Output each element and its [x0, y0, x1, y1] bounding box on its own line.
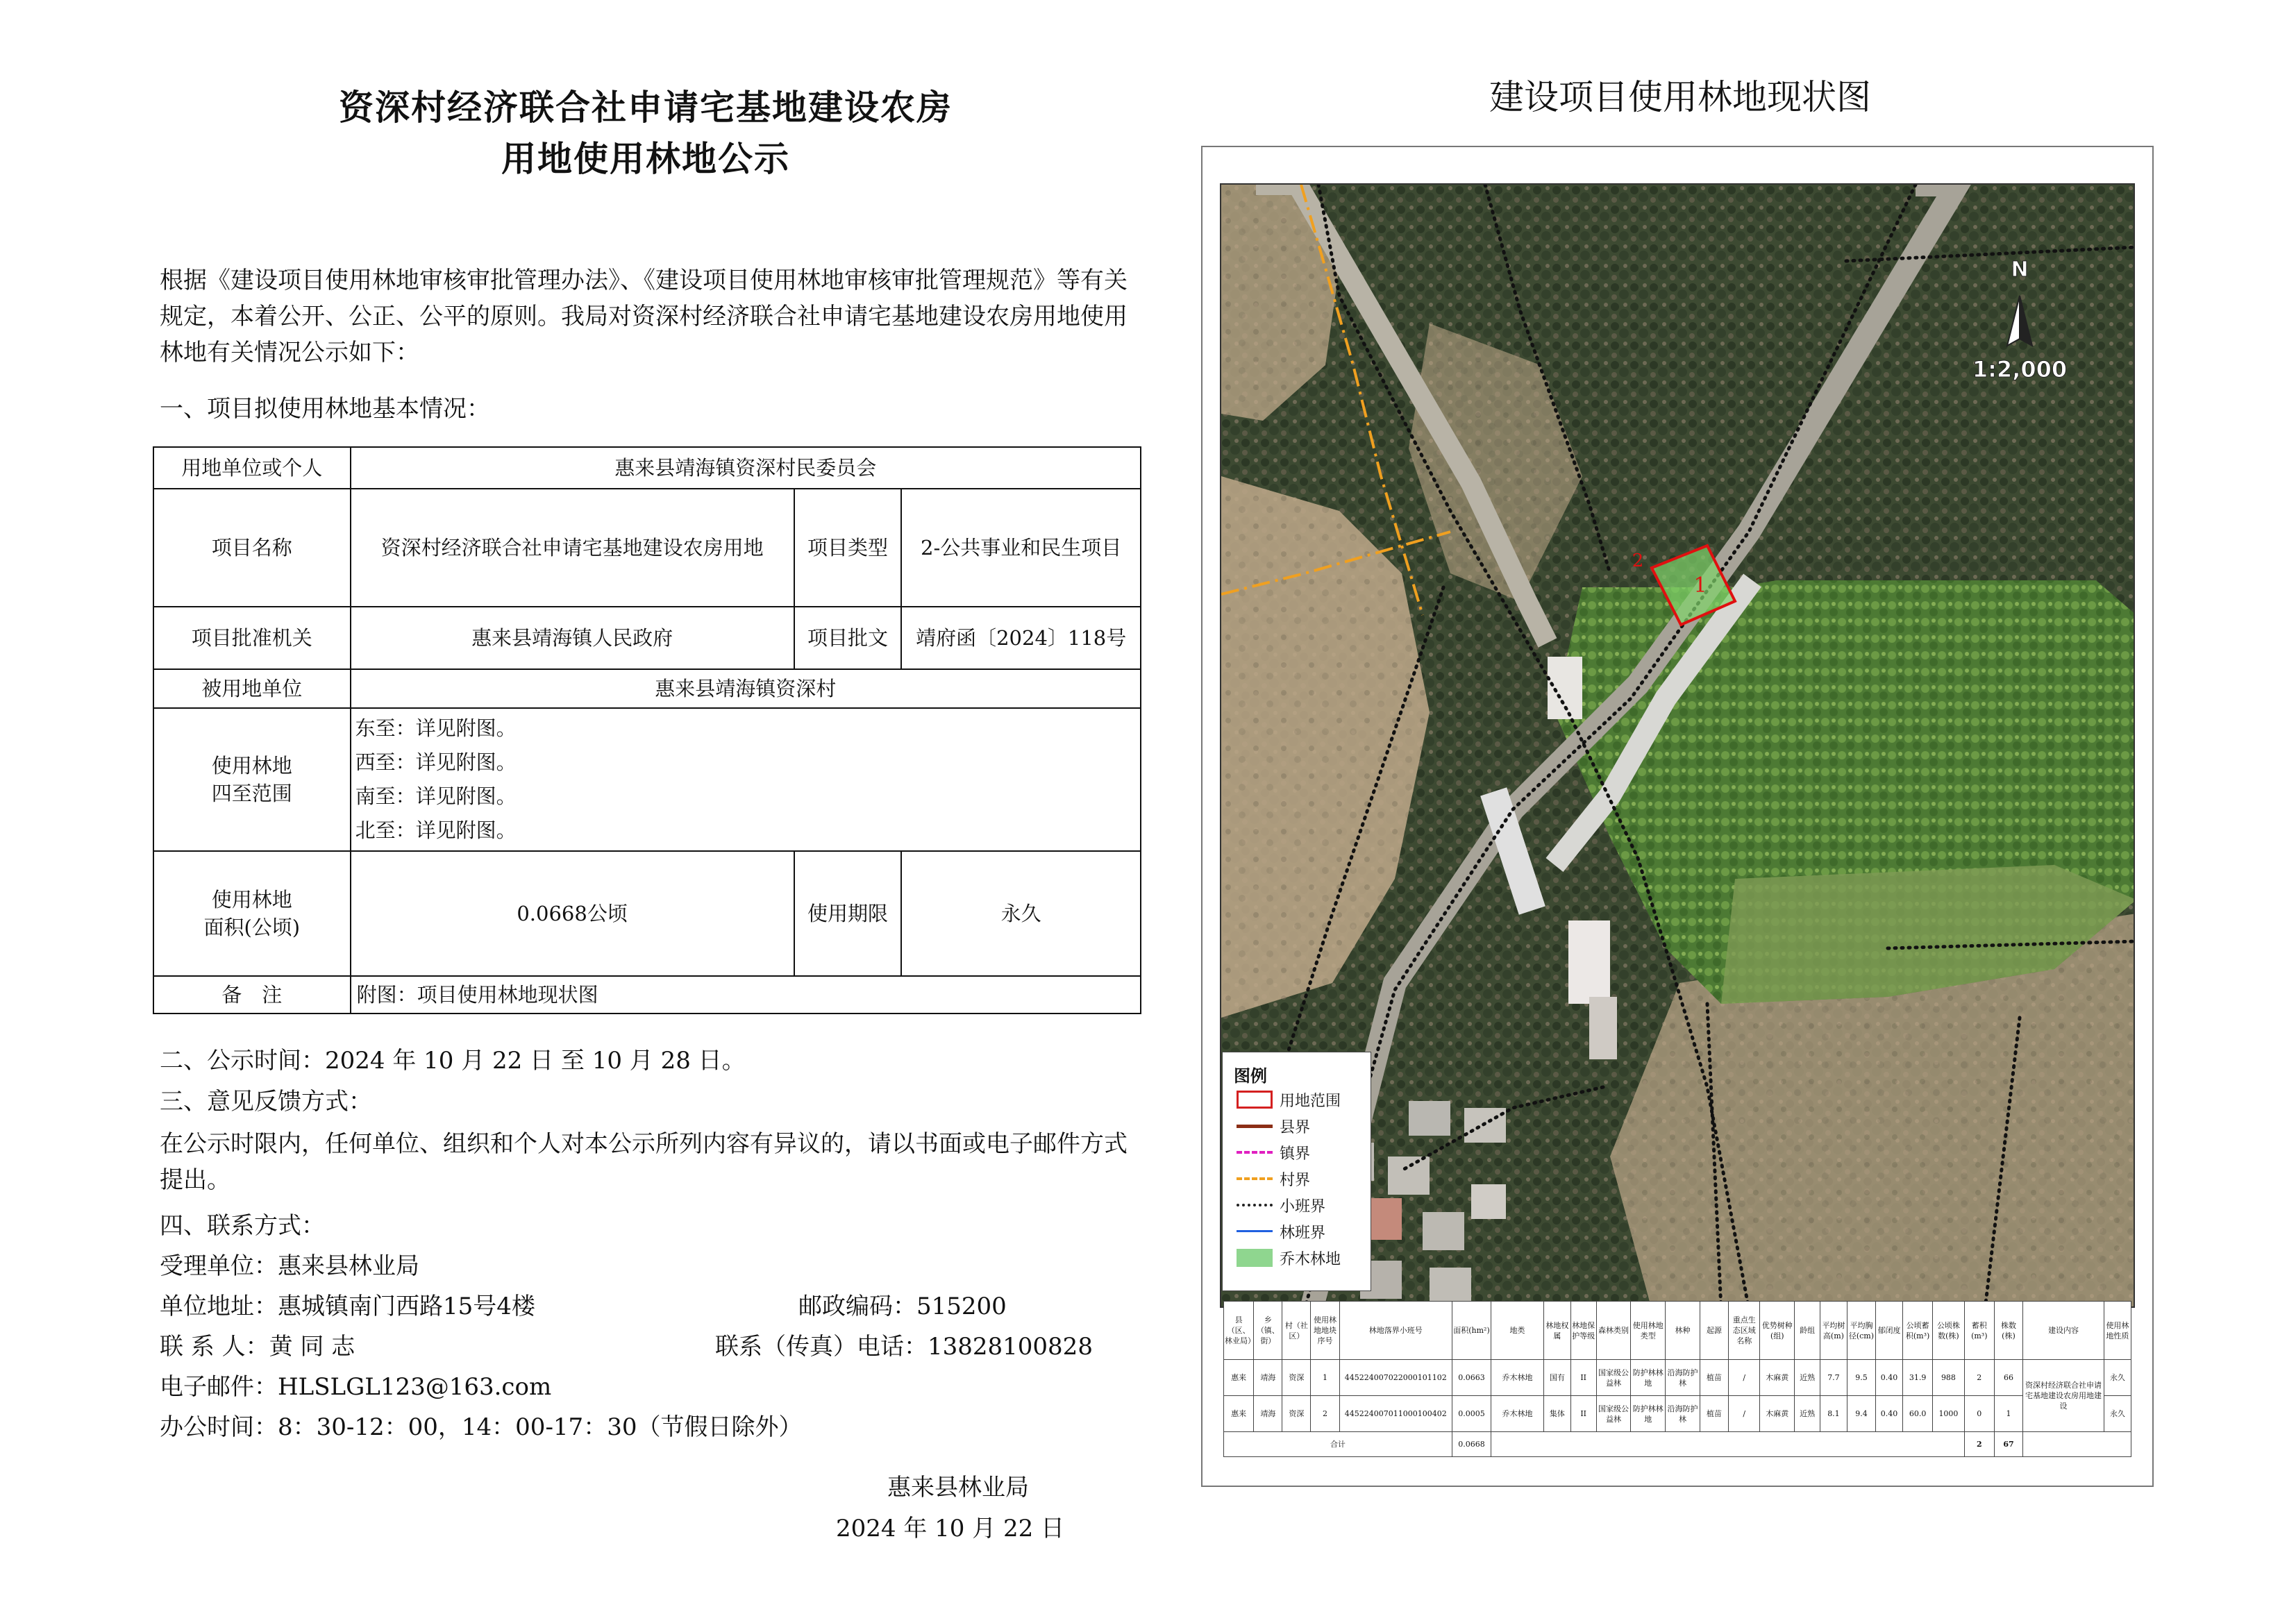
total-area: 0.0668: [1452, 1432, 1491, 1457]
table-cell: 60.0: [1902, 1396, 1932, 1432]
table-header-cell: 使用林地性质: [2104, 1302, 2131, 1360]
receiver-unit: 受理单位：惠来县林业局: [160, 1252, 419, 1280]
table-cell: 国有: [1543, 1360, 1570, 1396]
project-name-label: 项目名称: [153, 489, 351, 607]
sign-date: 2024 年 10 月 22 日: [836, 1515, 1065, 1542]
table-cell: 1000: [1933, 1396, 1964, 1432]
area-label-1: 使用林地: [211, 888, 292, 911]
map-legend: [1222, 1052, 1371, 1291]
table-cell: 66: [1994, 1360, 2022, 1396]
table-cell: 1: [1994, 1396, 2022, 1432]
bounds-label-1: 使用林地: [211, 754, 292, 777]
subcompartment-boundary-swatch: [1237, 1196, 1273, 1214]
legend-item-arbor-forest: 乔木林地: [1237, 1247, 1341, 1269]
parcel-2-label: 2: [1632, 550, 1644, 571]
table-cell: 资深: [1282, 1360, 1311, 1396]
project-type-label: 项目类型: [794, 489, 902, 607]
table-cell: 7.7: [1820, 1360, 1847, 1396]
table-header-cell: 蓄积(m³): [1964, 1302, 1994, 1360]
table-total-row: [1224, 1432, 2131, 1457]
table-cell: 木麻黄: [1760, 1396, 1795, 1432]
postcode: 邮政编码：515200: [798, 1293, 1007, 1320]
table-cell: 乔木林地: [1491, 1360, 1544, 1396]
project-info-table: [153, 446, 1141, 1014]
table-cell: 近熟: [1795, 1396, 1820, 1432]
table-row: [1224, 1360, 2131, 1396]
table-cell: 0.40: [1876, 1396, 1903, 1432]
legend-item-town-boundary: 镇界: [1237, 1141, 1310, 1163]
table-header-cell: 龄组: [1795, 1302, 1820, 1360]
approval-doc-value: 靖府函〔2024〕118号: [901, 607, 1141, 669]
project-type-value: 2-公共事业和民生项目: [901, 489, 1141, 607]
table-cell: 1: [1311, 1360, 1339, 1396]
table-header-cell: 株数(株): [1994, 1302, 2022, 1360]
arbor-forest-swatch: [1237, 1249, 1273, 1267]
table-cell: 31.9: [1902, 1360, 1932, 1396]
legend-item-land-scope: 用地范围: [1237, 1088, 1341, 1111]
legend-item-compartment-boundary: 林班界: [1237, 1220, 1325, 1243]
table-cell: 0.40: [1876, 1360, 1903, 1396]
bound-south: 南至：详见附图。: [355, 784, 517, 808]
table-cell: 0.0005: [1452, 1396, 1491, 1432]
contact-email: 电子邮件：HLSLGL123@163.com: [160, 1373, 552, 1401]
table-cell: 0.0663: [1452, 1360, 1491, 1396]
bounds-value: [351, 708, 1141, 851]
north-label: N: [2011, 258, 2029, 282]
table-cell: 445224007011000100402: [1339, 1396, 1452, 1432]
total-volume: 2: [1964, 1432, 1994, 1457]
period-label: 使用期限: [794, 851, 902, 976]
table-cell: 国家级公益林: [1596, 1396, 1631, 1432]
section4-heading: 四、联系方式：: [160, 1212, 325, 1240]
user-label: 用地单位或个人: [153, 447, 351, 489]
table-cell: 2: [1311, 1396, 1339, 1432]
feedback-text: 在公示时限内，任何单位、组织和个人对本公示所列内容有异议的，请以书面或电子邮件方式提出。: [160, 1130, 1128, 1194]
table-cell: 植苗: [1700, 1396, 1728, 1432]
table-cell: /: [1728, 1360, 1759, 1396]
table-cell: 靖海: [1254, 1360, 1282, 1396]
section1-heading: 一、项目拟使用林地基本情况：: [160, 395, 490, 423]
table-header-cell: 建设内容: [2023, 1302, 2104, 1360]
table-cell: 防护林林地: [1631, 1360, 1666, 1396]
table-cell: 惠来: [1224, 1396, 1254, 1432]
unit-address: 单位地址：惠城镇南门西路15号4楼: [160, 1293, 535, 1320]
legend-item-county-boundary: 县界: [1237, 1115, 1310, 1137]
table-cell: 9.4: [1847, 1396, 1875, 1432]
table-cell: 近熟: [1795, 1360, 1820, 1396]
table-cell: 资深: [1282, 1396, 1311, 1432]
table-header-cell: 县（区、林业局）: [1224, 1302, 1254, 1360]
area-label-2: 面积(公顷): [203, 916, 301, 939]
table-cell: 沿海防护林: [1666, 1360, 1700, 1396]
table-header-cell: 林种: [1666, 1302, 1700, 1360]
table-row: [1224, 1396, 2131, 1432]
sign-org: 惠来县林业局: [887, 1474, 1029, 1502]
section3-heading: 三、意见反馈方式：: [160, 1088, 372, 1116]
office-hours: 办公时间：8：30-12：00，14：00-17：30（节假日除外）: [160, 1413, 803, 1441]
table-cell: 国家级公益林: [1596, 1360, 1631, 1396]
bound-north: 北至：详见附图。: [355, 818, 517, 842]
land-unit-value: 惠来县靖海镇资深村: [351, 669, 1141, 708]
table-header-cell: 平均胸径(cm): [1847, 1302, 1875, 1360]
remark-label: 备 注: [153, 976, 351, 1014]
table-header-cell: 优势树种(组): [1760, 1302, 1795, 1360]
land-scope-swatch: [1237, 1091, 1273, 1109]
table-header-cell: 公顷株数(株): [1933, 1302, 1964, 1360]
parcel-1-label: 1: [1693, 573, 1707, 598]
table-header-cell: 起源: [1700, 1302, 1728, 1360]
table-cell: 乔木林地: [1491, 1396, 1544, 1432]
user-value: 惠来县靖海镇资深村民委员会: [351, 447, 1141, 489]
table-cell: 木麻黄: [1760, 1360, 1795, 1396]
table-header-cell: 村（社区）: [1282, 1302, 1311, 1360]
land-nature-cell: 永久: [2104, 1396, 2131, 1432]
village-boundary-swatch: [1237, 1170, 1273, 1188]
table-cell: 0: [1964, 1396, 1994, 1432]
approval-doc-label: 项目批文: [794, 607, 902, 669]
contact-phone: 联系（传真）电话：13828100828: [715, 1333, 1093, 1361]
legend-item-subcompartment-boundary: 小班界: [1237, 1194, 1325, 1216]
period-value: 永久: [901, 851, 1141, 976]
build-content-cell: 资深村经济联合社申请宅基地建设农房用地建设: [2023, 1360, 2104, 1432]
notice-intro: 根据《建设项目使用林地审核审批管理办法》、《建设项目使用林地审核审批管理规范》等有关规定，本着公开、公正、公平的原则。我局对资深村经济联合社申请宅基地建设农房用地使用林地有关情况公示如下：: [160, 267, 1128, 367]
legend-item-village-boundary: 村界: [1237, 1168, 1310, 1190]
table-cell: 惠来: [1224, 1360, 1254, 1396]
table-cell: 2: [1964, 1360, 1994, 1396]
bounds-label: [153, 708, 351, 851]
legend-title: 图例: [1234, 1066, 1267, 1086]
total-label: 合计: [1224, 1432, 1452, 1457]
county-boundary-swatch: [1237, 1117, 1273, 1135]
table-header-cell: 乡（镇、街）: [1254, 1302, 1282, 1360]
map-title: 建设项目使用林地现状图: [1489, 77, 1871, 117]
compartment-boundary-swatch: [1237, 1222, 1273, 1241]
table-cell: 9.5: [1847, 1360, 1875, 1396]
table-header-cell: 郁闭度: [1876, 1302, 1903, 1360]
total-count: 67: [1994, 1432, 2022, 1457]
table-header-cell: 使用林地类型: [1631, 1302, 1666, 1360]
table-header-cell: 林地保护等级: [1570, 1302, 1596, 1360]
remark-value: 附图：项目使用林地现状图: [351, 976, 1141, 1014]
notice-title-line2: 用地使用林地公示: [501, 138, 790, 179]
table-header-cell: 地类: [1491, 1302, 1544, 1360]
approver-label: 项目批准机关: [153, 607, 351, 669]
approver-value: 惠来县靖海镇人民政府: [351, 607, 794, 669]
bound-west: 西至：详见附图。: [355, 750, 517, 774]
scale-label: 1:2,000: [1972, 356, 2068, 382]
table-header-cell: 重点生态区域名称: [1728, 1302, 1759, 1360]
table-cell: 445224007022000101102: [1339, 1360, 1452, 1396]
table-cell: II: [1570, 1360, 1596, 1396]
table-cell: 靖海: [1254, 1396, 1282, 1432]
table-header-cell: 使用林地地块序号: [1311, 1302, 1339, 1360]
table-header-cell: 面积(hm²): [1452, 1302, 1491, 1360]
project-name-value: 资深村经济联合社申请宅基地建设农房用地: [351, 489, 794, 607]
contact-person: 联 系 人：黄 同 志: [160, 1333, 355, 1361]
section2-time: 二、公示时间：2024 年 10 月 22 日 至 10 月 28 日。: [160, 1047, 746, 1075]
table-header-cell: 平均树高(m): [1820, 1302, 1847, 1360]
town-boundary-swatch: [1237, 1143, 1273, 1161]
land-nature-cell: 永久: [2104, 1360, 2131, 1396]
area-value: 0.0668公顷: [351, 851, 794, 976]
bounds-label-2: 四至范围: [211, 782, 292, 805]
table-cell: II: [1570, 1396, 1596, 1432]
land-unit-label: 被用地单位: [153, 669, 351, 708]
area-label: [153, 851, 351, 976]
table-header-cell: 公顷蓄积(m³): [1902, 1302, 1932, 1360]
bound-east: 东至：详见附图。: [355, 716, 517, 740]
notice-title-line1: 资深村经济联合社申请宅基地建设农房: [339, 87, 953, 128]
table-header-cell: 林地落界小班号: [1339, 1302, 1452, 1360]
table-cell: 988: [1933, 1360, 1964, 1396]
forest-land-table: [1223, 1301, 2131, 1457]
table-cell: 沿海防护林: [1666, 1396, 1700, 1432]
table-cell: 防护林林地: [1631, 1396, 1666, 1432]
table-cell: 8.1: [1820, 1396, 1847, 1432]
table-cell: 集体: [1543, 1396, 1570, 1432]
table-cell: /: [1728, 1396, 1759, 1432]
table-header-cell: 森林类别: [1596, 1302, 1631, 1360]
table-header-row: [1224, 1302, 2131, 1360]
table-header-cell: 林地权属: [1543, 1302, 1570, 1360]
table-cell: 植苗: [1700, 1360, 1728, 1396]
